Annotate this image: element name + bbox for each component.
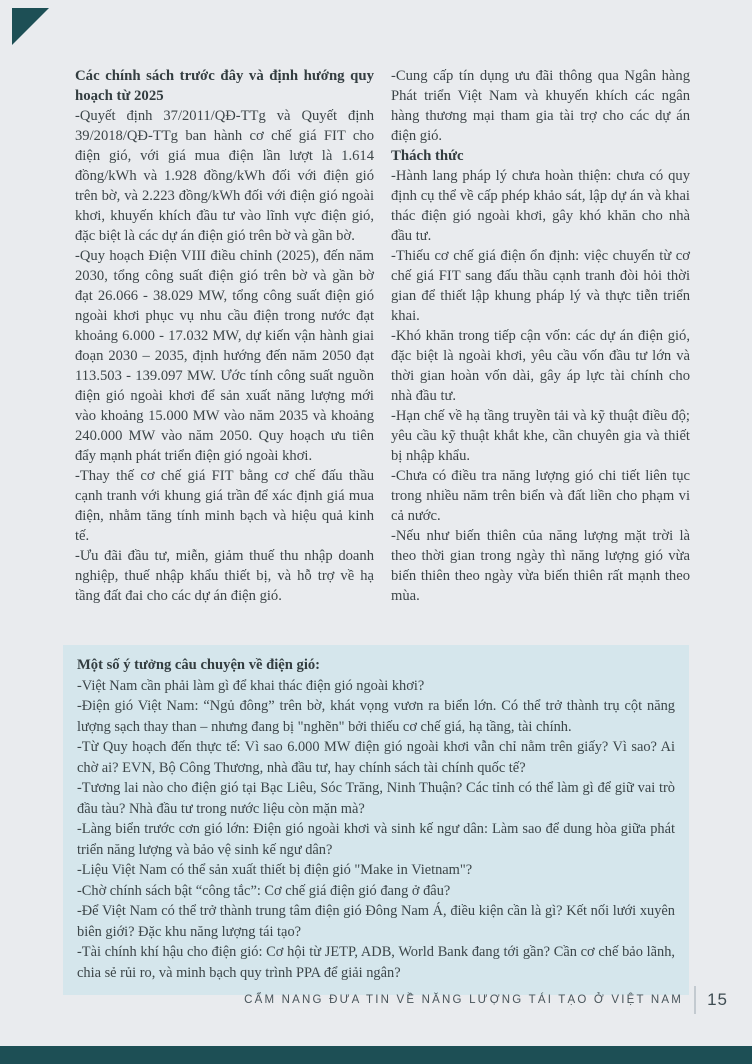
left-column-paragraphs (75, 106, 374, 606)
story-idea-item: -Để Việt Nam có thể trở thành trung tâm điện gió Đông Nam Á, điều kiện cần là gì? Kết nối lưới xuyên biên giới? Đặc khu năng lượng tái tạo? (77, 903, 675, 940)
right-column-intro-paragraph: -Cung cấp tín dụng ưu đãi thông qua Ngân hàng Phát triển Việt Nam và khuyến khích các ngân hàng thương mại tham gia tài trợ cho các dự án điện gió. (391, 68, 690, 144)
story-idea-item: -Tương lai nào cho điện gió tại Bạc Liêu, Sóc Trăng, Ninh Thuận? Các tỉnh có thể làm gì để giữ vai trò đầu tàu? Nhà đầu tư trong nước liệu còn mặn mà? (77, 780, 675, 817)
bottom-bar-decoration (0, 1046, 752, 1064)
story-idea-item: -Từ Quy hoạch đến thực tế: Vì sao 6.000 MW điện gió ngoài khơi vẫn chỉ nằm trên giấy? Vì sao? Ai chờ ai? EVN, Bộ Công Thương, nhà đầu tư, hay chính sách tài chính quốc tế? (77, 739, 675, 776)
story-idea-item: -Chờ chính sách bật “công tắc”: Cơ chế giá điện gió đang ở đâu? (77, 882, 451, 899)
left-column (75, 66, 374, 606)
story-ideas-heading: Một số ý tưởng câu chuyện về điện gió: (77, 657, 321, 673)
right-column-heading: Thách thức (391, 148, 464, 164)
story-idea-item: -Việt Nam cần phải làm gì để khai thác điện gió ngoài khơi? (77, 677, 425, 694)
paragraph: -Ưu đãi đầu tư, miễn, giảm thuế thu nhập doanh nghiệp, thuế nhập khẩu thiết bị, và hỗ trợ về hạ tầng đất đai cho các dự án điện gió. (75, 548, 374, 604)
paragraph: -Hạn chế về hạ tầng truyền tải và kỹ thuật điều độ; yêu cầu kỹ thuật khắt khe, cần chuyên gia và thiết bị nhập khẩu. (391, 408, 690, 464)
paragraph: -Thiếu cơ chế giá điện ổn định: việc chuyển từ cơ chế giá FIT sang đấu thầu cạnh tranh đòi hỏi thời gian để thiết lập khung pháp lý và thực tiễn triển khai. (391, 248, 690, 324)
paragraph: -Chưa có điều tra năng lượng gió chi tiết liên tục trong nhiều năm trên biển và đất liền cho phạm vi cả nước. (391, 468, 690, 524)
footer-divider (694, 986, 696, 1014)
story-ideas-box (63, 645, 689, 995)
right-column (391, 66, 690, 606)
story-idea-item: -Liệu Việt Nam có thể sản xuất thiết bị điện gió "Make in Vietnam"? (77, 862, 473, 878)
story-idea-item: -Làng biển trước cơn gió lớn: Điện gió ngoài khơi và sinh kế ngư dân: Làm sao để dung hòa giữa phát triển năng lượng và bảo vệ sinh kế ngư dân? (77, 821, 675, 858)
story-idea-item: -Điện gió Việt Nam: “Ngủ đông” trên bờ, khát vọng vươn ra biển lớn. Có thể trở thành trụ cột năng lượng sạch thay than – nhưng đang bị "nghẽn" bởi thiếu cơ chế giá, hạ tầng, tài chính. (77, 698, 675, 735)
paragraph: -Khó khăn trong tiếp cận vốn: các dự án điện gió, đặc biệt là ngoài khơi, yêu cầu vốn đầu tư lớn và thời gian hoàn vốn dài, gây áp lực tài chính cho nhà đầu tư. (391, 328, 690, 404)
story-idea-item: -Tài chính khí hậu cho điện gió: Cơ hội từ JETP, ADB, World Bank đang tới gần? Cần cơ chế bảo lãnh, chia sẻ rủi ro, và minh bạch quy trình PPA để giải ngân? (77, 944, 675, 981)
page-footer (244, 986, 728, 1014)
paragraph: -Quyết định 37/2011/QĐ-TTg và Quyết định 39/2018/QĐ-TTg ban hành cơ chế giá FIT cho điện gió, với giá mua điện lần lượt là 1.614 đồng/kWh và 1.928 đồng/kWh đối với điện gió trên bờ, và 2.223 đồng/kWh đối với điện gió ngoài khơi, khuyến khích đầu tư vào lĩnh vực điện gió, đặc biệt là các dự án điện gió trên bờ và gần bờ. (75, 108, 374, 244)
footer-title: CẨM NANG ĐƯA TIN VỀ NĂNG LƯỢNG TÁI TẠO Ở VIỆT NAM (244, 994, 684, 1006)
paragraph: -Thay thế cơ chế giá FIT bằng cơ chế đấu thầu cạnh tranh với khung giá trần để xác định giá mua điện, nhằm tăng tính minh bạch và hiệu quả kinh tế. (75, 468, 374, 544)
right-column-paragraphs (391, 166, 690, 606)
paragraph: -Hành lang pháp lý chưa hoàn thiện: chưa có quy định cụ thể về cấp phép khảo sát, lập dự án và khai thác điện gió ngoài khơi, gây khó khăn cho nhà đầu tư. (391, 168, 690, 244)
story-ideas-list (77, 676, 675, 984)
page-number: 15 (707, 990, 728, 1009)
paragraph: -Quy hoạch Điện VIII điều chỉnh (2025), đến năm 2030, tổng công suất điện gió trên bờ và gần bờ đạt 26.066 - 38.029 MW, tổng công suất điện gió ngoài khơi phục vụ nhu cầu điện trong nước đạt khoảng 6.000 - 17.032 MW, dự kiến vận hành giai đoạn 2030 – 2035, định hướng đến năm 2050 đạt 113.503 - 139.097 MW. Ước tính công suất nguồn điện gió ngoài khơi để sản xuất năng lượng mới vào khoảng 15.000 MW vào năm 2035 và khoảng 240.000 MW vào năm 2050. Quy hoạch ưu tiên đẩy mạnh phát triển điện gió ngoài khơi. (75, 248, 374, 464)
left-column-heading: Các chính sách trước đây và định hướng quy hoạch từ 2025 (75, 68, 374, 104)
corner-triangle-decoration (12, 8, 49, 45)
paragraph: -Nếu như biến thiên của năng lượng mặt trời là theo thời gian trong ngày thì năng lượng gió vừa biến thiên theo ngày vừa biến thiên rất mạnh theo mùa. (391, 528, 690, 604)
